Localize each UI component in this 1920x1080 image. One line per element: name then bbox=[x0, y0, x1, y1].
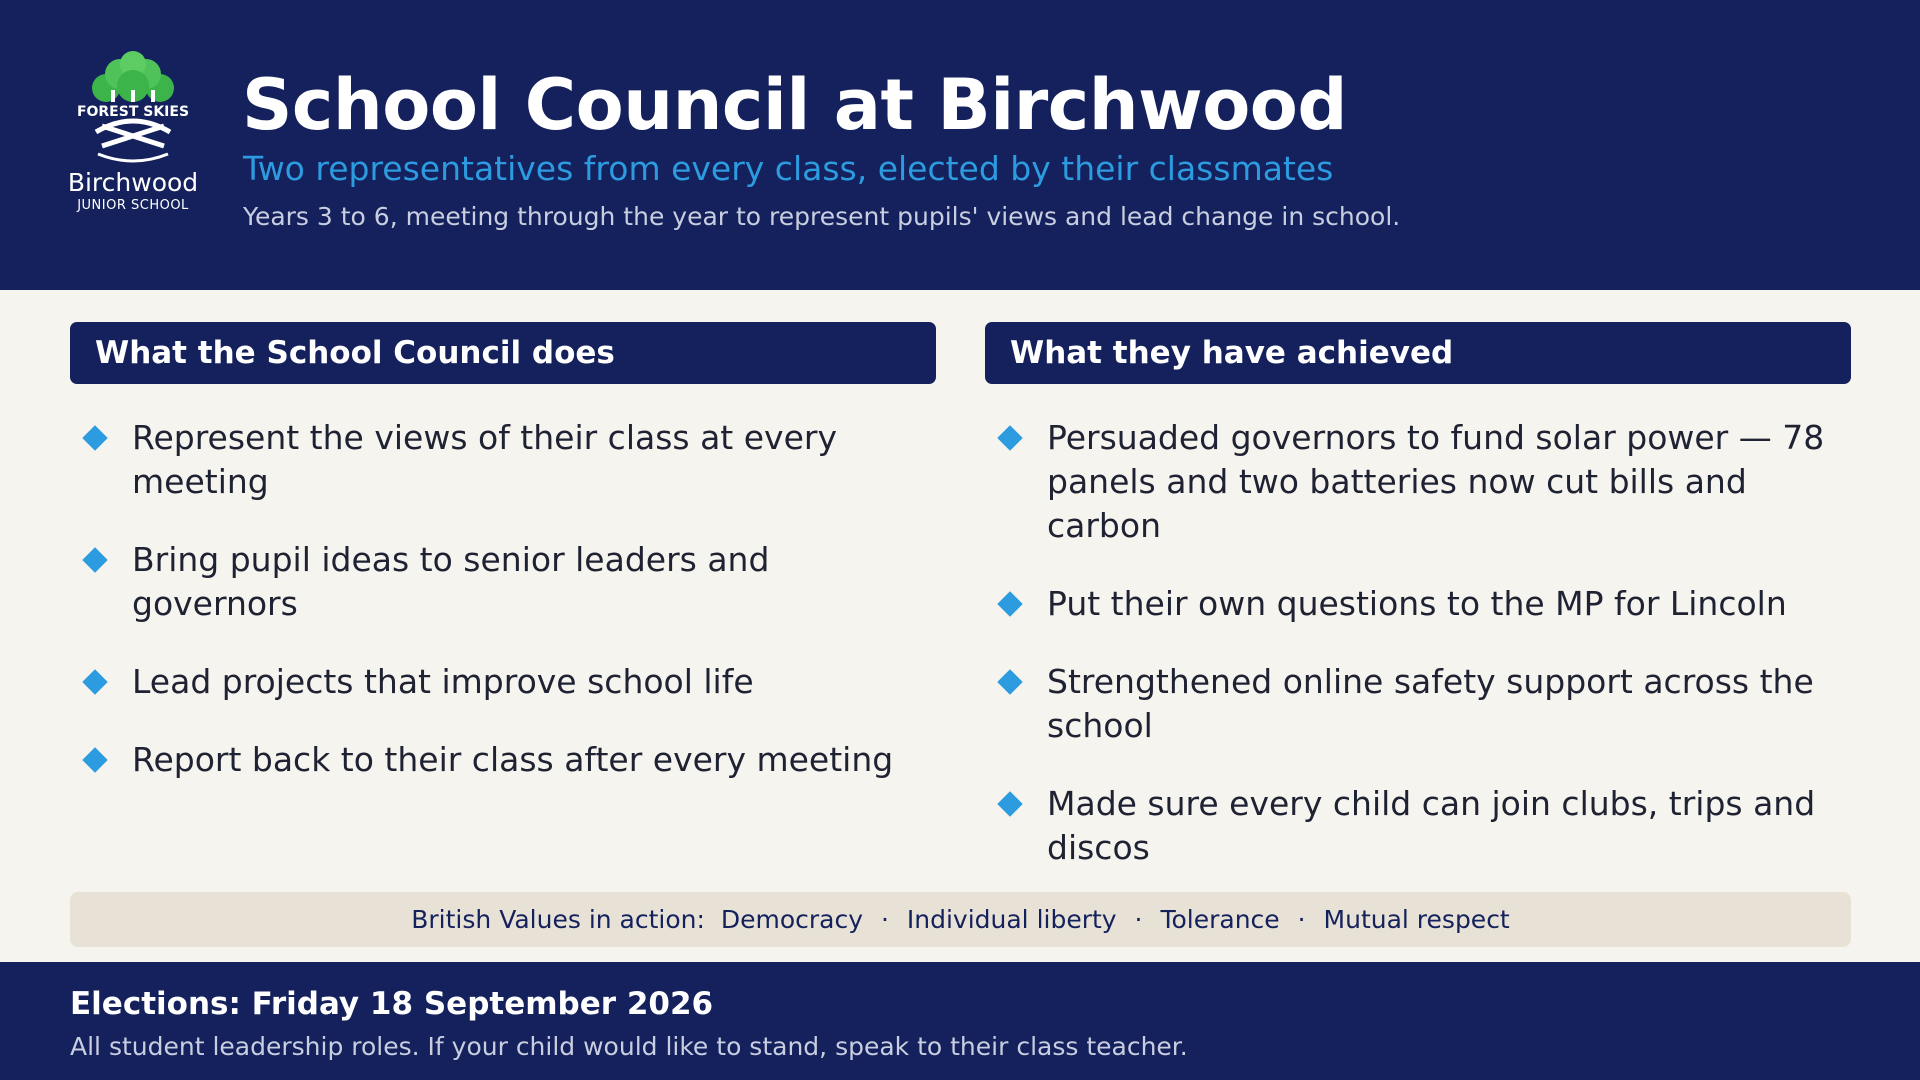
value-tolerance: Tolerance bbox=[1160, 905, 1280, 934]
list-item bbox=[70, 416, 936, 504]
achievements-list bbox=[985, 416, 1851, 870]
header-banner bbox=[0, 0, 1920, 290]
list-item-text: Report back to their class after every meeting bbox=[132, 740, 894, 779]
value-separator: · bbox=[1297, 905, 1306, 934]
list-item bbox=[70, 660, 936, 704]
value-separator: · bbox=[1134, 905, 1143, 934]
diamond-bullet-icon bbox=[82, 747, 107, 772]
elections-note: All student leadership roles. If your child would like to stand, speak to their class teacher. bbox=[70, 1032, 1188, 1061]
british-values-label: British Values in action: bbox=[411, 905, 705, 934]
council-duties-section bbox=[70, 322, 936, 816]
logo-school-name: Birchwood bbox=[67, 168, 199, 197]
list-item bbox=[70, 538, 936, 626]
page-tagline: Years 3 to 6, meeting through the year to represent pupils' views and lead change in school. bbox=[243, 202, 1401, 231]
diamond-bullet-icon bbox=[82, 669, 107, 694]
diamond-bullet-icon bbox=[997, 669, 1022, 694]
achievements-heading: What they have achieved bbox=[985, 322, 1851, 384]
list-item bbox=[985, 660, 1851, 748]
list-item bbox=[985, 782, 1851, 870]
list-item bbox=[985, 416, 1851, 548]
council-duties-list bbox=[70, 416, 936, 782]
diamond-bullet-icon bbox=[82, 547, 107, 572]
tree-logo-icon bbox=[76, 50, 190, 166]
elections-date: Elections: Friday 18 September 2026 bbox=[70, 986, 714, 1022]
page-title: School Council at Birchwood bbox=[242, 64, 1347, 146]
diamond-bullet-icon bbox=[997, 591, 1022, 616]
list-item bbox=[70, 738, 936, 782]
value-separator: · bbox=[880, 905, 889, 934]
page-subtitle: Two representatives from every class, elected by their classmates bbox=[243, 149, 1334, 188]
list-item bbox=[985, 582, 1851, 626]
diamond-bullet-icon bbox=[82, 425, 107, 450]
list-item-text: Lead projects that improve school life bbox=[132, 662, 754, 701]
list-item-text: Made sure every child can join clubs, trips and discos bbox=[1047, 784, 1816, 867]
list-item-text: Strengthened online safety support across the school bbox=[1047, 662, 1814, 745]
diamond-bullet-icon bbox=[997, 791, 1022, 816]
british-values-bar bbox=[70, 892, 1851, 947]
list-item-text: Persuaded governors to fund solar power — 78 panels and two batteries now cut bills and carbon bbox=[1047, 418, 1825, 545]
council-duties-heading: What the School Council does bbox=[70, 322, 936, 384]
list-item-text: Bring pupil ideas to senior leaders and governors bbox=[132, 540, 770, 623]
diamond-bullet-icon bbox=[997, 425, 1022, 450]
list-item-text: Represent the views of their class at every meeting bbox=[132, 418, 837, 501]
value-mutual-respect: Mutual respect bbox=[1323, 905, 1510, 934]
svg-text:FOREST SKIES: FOREST SKIES bbox=[76, 104, 190, 120]
value-individual-liberty: Individual liberty bbox=[906, 905, 1117, 934]
list-item-text: Put their own questions to the MP for Lincoln bbox=[1047, 584, 1787, 623]
value-democracy: Democracy bbox=[720, 905, 864, 934]
achievements-section bbox=[985, 322, 1851, 904]
school-logo bbox=[64, 50, 202, 240]
footer-banner bbox=[0, 962, 1920, 1080]
logo-school-type: JUNIOR SCHOOL bbox=[77, 198, 189, 213]
